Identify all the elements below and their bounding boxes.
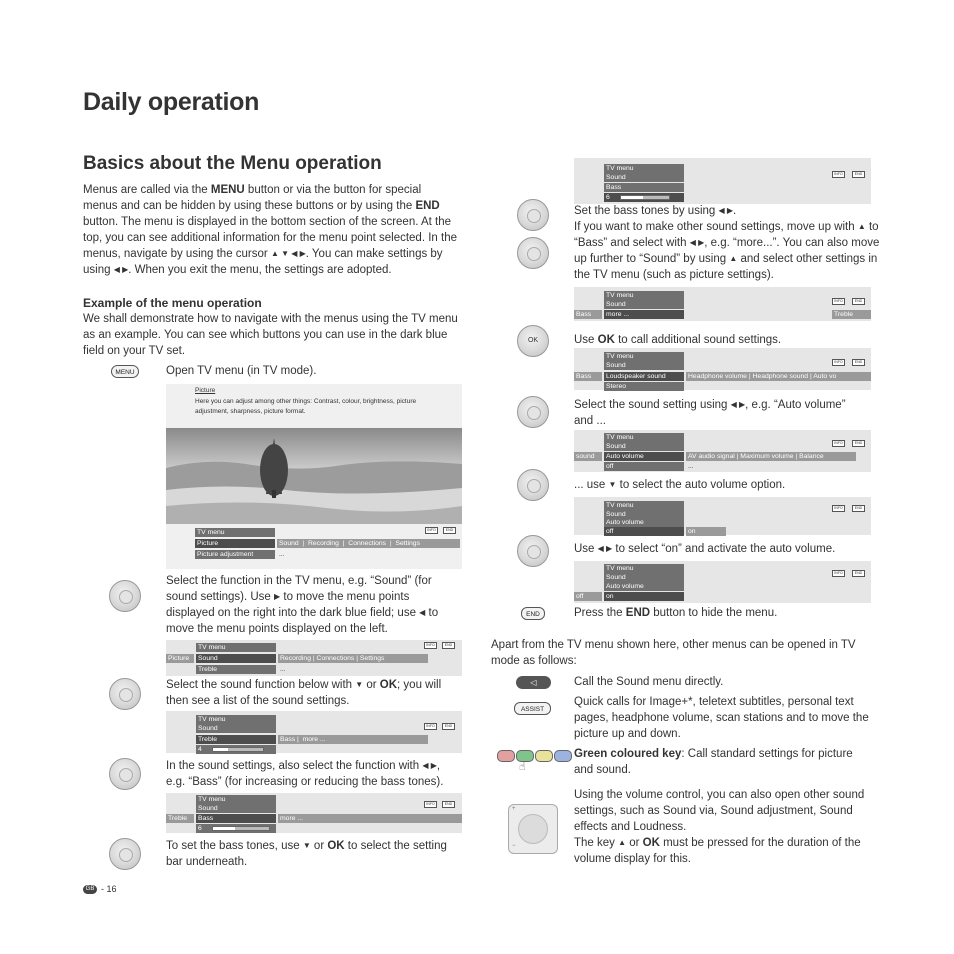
menu-item-sound: Sound xyxy=(604,300,684,309)
menu-title: TV menu xyxy=(604,433,684,442)
menu-options-row: Headphone volume | Headphone sound | Auto vo xyxy=(686,372,871,381)
option-settings: Settings xyxy=(359,655,385,662)
menu-more-dots: ... xyxy=(280,666,286,673)
end-badge: END xyxy=(442,801,455,808)
sound-button[interactable] xyxy=(516,676,551,689)
up-arrow-icon: ▲ xyxy=(618,838,627,847)
tv-screen xyxy=(166,384,462,569)
down-arrow-icon: ▼ xyxy=(355,680,364,689)
menu-item-auto-volume: Auto volume xyxy=(604,452,684,461)
down-arrow-icon: ▼ xyxy=(302,841,311,850)
end-keyword: END xyxy=(625,607,651,619)
menu-options-row: AV audio signal | Maximum volume | Balance xyxy=(686,452,856,461)
end-badge: END xyxy=(852,440,865,447)
step-set-bass-tones xyxy=(574,203,884,283)
yellow-key[interactable] xyxy=(535,750,553,762)
option-headphone-sound: Headphone sound xyxy=(752,373,809,380)
menu-item-sound: Sound xyxy=(196,804,276,813)
menu-item-treble: Treble xyxy=(166,814,194,823)
tv-menu-bar-r3 xyxy=(574,348,871,390)
option-on: on xyxy=(686,527,726,536)
option-settings: Settings xyxy=(395,540,420,547)
ok-button-label: OK xyxy=(527,337,539,344)
menu-item-sound: Sound xyxy=(604,573,684,582)
option-off: off xyxy=(574,592,602,601)
menu-item-sound-lc: sound xyxy=(574,452,602,461)
menu-title: TV menu xyxy=(196,643,276,652)
menu-title: TV menu xyxy=(604,164,684,173)
menu-item-sound: Sound xyxy=(196,724,276,733)
tv-menu-bar-4 xyxy=(166,793,462,833)
step-open-menu: Open TV menu (in TV mode). xyxy=(166,365,317,377)
ok-keyword: OK xyxy=(642,837,660,849)
option-sound: Sound xyxy=(279,540,299,547)
sound-menu-text: Call the Sound menu directly. xyxy=(574,676,724,688)
menu-item-treble: Treble xyxy=(196,665,276,674)
option-av-audio-signal: AV audio signal xyxy=(688,453,735,460)
menu-item-treble: Treble xyxy=(196,735,276,744)
cursor-button[interactable] xyxy=(517,237,549,269)
menu-title: TV menu xyxy=(604,501,684,510)
menu-title: TV menu xyxy=(604,564,684,573)
cursor-button[interactable] xyxy=(517,199,549,231)
cursor-button[interactable] xyxy=(109,678,141,710)
cursor-arrows-icon: ▲ ▼ ◀ ▶ xyxy=(270,249,306,258)
end-badge: END xyxy=(443,527,456,534)
ok-keyword: OK xyxy=(597,334,615,346)
step-set-bass xyxy=(166,838,456,870)
menu-item-sound: Sound xyxy=(604,442,684,451)
tv-menu-bar-3 xyxy=(166,711,462,753)
option-recording: Recording xyxy=(280,655,311,662)
language-badge: GB xyxy=(83,885,97,894)
option-auto-volume: Auto vo xyxy=(813,373,837,380)
red-key[interactable] xyxy=(497,750,515,762)
step-text: In the sound settings, also select the function with xyxy=(166,760,423,772)
step-text: . xyxy=(733,205,737,217)
bass-bar xyxy=(620,195,670,200)
menu-item-picture: Picture xyxy=(166,654,194,663)
left-right-arrows-icon: ◀ ▶ xyxy=(422,761,437,770)
ok-button[interactable] xyxy=(517,325,549,357)
step-text: The key xyxy=(574,837,619,849)
tv-menu-bar-r6 xyxy=(574,561,871,603)
option-more: more ... xyxy=(278,814,462,823)
end-keyword: END xyxy=(415,200,440,212)
right-arrow-icon: ▶ xyxy=(274,592,281,601)
ok-keyword: OK xyxy=(327,840,345,852)
tv-menu-bar-r5 xyxy=(574,497,871,535)
end-button[interactable]: END xyxy=(521,607,545,620)
step-text: and select other settings in the TV menu (such as picture settings). xyxy=(574,253,878,281)
step-text: to call additional sound settings. xyxy=(614,334,782,346)
tv-menu-bar-r4 xyxy=(574,430,871,472)
menu-item-picture: Picture xyxy=(195,539,275,548)
info-badge: INFO xyxy=(832,171,845,178)
example-title: Example of the menu operation xyxy=(83,296,262,310)
option-balance: Balance xyxy=(799,453,824,460)
step-text: Select the function in the TV menu, e.g. “Sound” (for sound settings). Use xyxy=(166,575,432,603)
assist-text: Quick calls for Image+*, teletext subtitles, personal text pages, headphone volume, scan stations and to move the picture up and down. xyxy=(574,696,869,740)
menu-title: TV menu xyxy=(195,528,275,537)
option-more: more ... xyxy=(604,310,684,319)
screen-info-title: Picture xyxy=(195,387,216,394)
option-headphone-volume: Headphone volume xyxy=(688,373,747,380)
info-badge: INFO xyxy=(424,723,437,730)
menu-title: TV menu xyxy=(604,291,684,300)
info-badge: INFO xyxy=(832,570,845,577)
step-text: Select the sound function below with xyxy=(166,679,356,691)
menu-item-bass: Bass xyxy=(574,310,602,319)
step-text: must be pressed for the duration of the volume display for this. xyxy=(574,837,861,865)
intro-text: button. The menu is displayed in the bottom section of the screen. At the top, you can see additional information for the menu point selected. In the menus, navigate by using the cursor xyxy=(83,216,457,260)
step-text: , e.g. “Auto volume” xyxy=(745,399,846,411)
step-text: or xyxy=(626,837,643,849)
menu-item-bass: Bass xyxy=(574,372,602,381)
menu-more-dots: ... xyxy=(279,551,285,558)
step-text: Select the sound setting using xyxy=(574,399,731,411)
info-badge: INFO xyxy=(424,801,437,808)
menu-item-treble: Treble xyxy=(832,310,871,319)
menu-options-row: Recording | Connections | Settings xyxy=(278,654,428,663)
step-text: to “Bass” and select with xyxy=(574,221,879,249)
menu-item-bass: Bass xyxy=(604,183,684,192)
green-key-description: : Call standard settings for picture and sound. xyxy=(574,748,853,776)
screen-info-text: Here you can adjust among other things: Contrast, colour, brightness, picture adjustment, sharpness, picture format. xyxy=(195,398,417,415)
step-text: If you want to make other sound settings, move up with xyxy=(574,221,858,233)
option-more: more ... xyxy=(302,736,326,743)
cursor-button[interactable] xyxy=(517,469,549,501)
menu-item-sound: Sound xyxy=(604,510,684,519)
info-badge: INFO xyxy=(832,440,845,447)
other-menus-intro: Apart from the TV menu shown here, other menus can be opened in TV mode as follows: xyxy=(491,639,856,667)
cursor-button[interactable] xyxy=(109,580,141,612)
end-badge: END xyxy=(442,642,455,649)
step-text: Press the xyxy=(574,607,626,619)
end-badge: END xyxy=(852,570,865,577)
auto-volume-value: on xyxy=(604,592,684,601)
tv-menu-bar-r2 xyxy=(574,287,871,321)
end-badge: END xyxy=(442,723,455,730)
option-connections: Connections xyxy=(348,540,387,547)
green-key-label: Green coloured key xyxy=(574,748,682,760)
ok-keyword: OK xyxy=(379,679,398,691)
left-right-arrows-icon: ◀ ▶ xyxy=(113,265,129,274)
page-number: - 16 xyxy=(101,884,117,894)
step-text: button to hide the menu. xyxy=(650,607,778,619)
bass-bar xyxy=(212,826,270,831)
menu-more-dots: ... xyxy=(688,463,694,470)
cursor-button[interactable] xyxy=(517,396,549,428)
left-right-arrows-icon: ◀ ▶ xyxy=(689,238,705,247)
option-maximum-volume: Maximum volume xyxy=(740,453,794,460)
step-text: to select “on” and activate the auto volume. xyxy=(612,543,836,555)
menu-title: TV menu xyxy=(604,352,684,361)
end-badge: END xyxy=(852,359,865,366)
menu-item-stereo: Stereo xyxy=(604,382,684,391)
plus-icon: + xyxy=(512,806,516,812)
step-call-sound-settings xyxy=(574,332,781,348)
step-text: , e.g. “Bass” (for increasing or reducing the bass tones). xyxy=(166,760,444,788)
menu-item-loudspeaker-sound: Loudspeaker sound xyxy=(604,372,684,381)
step-text: Use xyxy=(574,334,598,346)
intro-text: . You can make settings by using xyxy=(83,248,443,276)
left-right-arrows-icon: ◀ ▶ xyxy=(718,206,734,215)
up-arrow-icon: ▲ xyxy=(729,254,738,263)
auto-volume-value: off xyxy=(604,527,684,536)
end-badge: END xyxy=(852,171,865,178)
intro-paragraph xyxy=(83,182,458,278)
info-badge: INFO xyxy=(832,359,845,366)
example-text: We shall demonstrate how to navigate with the menus using the TV menu as an example. You can see which buttons you can use in the dark blue field on your TV set. xyxy=(83,313,458,357)
step-hide-menu xyxy=(574,605,777,621)
menu-item-auto-volume: Auto volume xyxy=(604,582,684,591)
green-key-text xyxy=(574,746,874,778)
bass-value: 6 xyxy=(196,824,276,833)
option-connections: Connections xyxy=(316,655,355,662)
menu-item-sound: Sound xyxy=(196,654,276,663)
menu-item-bass: Bass xyxy=(196,814,276,823)
option-recording: Recording xyxy=(307,540,339,547)
step-text: to select the setting bar underneath. xyxy=(166,840,447,868)
up-arrow-icon: ▲ xyxy=(857,222,866,231)
speaker-icon: ◁ xyxy=(530,678,537,687)
end-badge: END xyxy=(852,505,865,512)
page-title: Daily operation xyxy=(83,88,260,116)
volume-control[interactable] xyxy=(508,804,558,854)
bass-value: 6 xyxy=(604,193,684,202)
volume-control-text xyxy=(574,787,882,867)
intro-text: Menus are called via the xyxy=(83,184,211,196)
step-text: or xyxy=(310,840,328,852)
menu-title: TV menu xyxy=(196,715,276,724)
step-text: to move the menu points displayed on the left. xyxy=(166,607,439,635)
menu-item-sound: Sound xyxy=(604,173,684,182)
info-badge: INFO xyxy=(832,505,845,512)
left-right-arrows-icon: ◀ ▶ xyxy=(730,400,746,409)
treble-bar xyxy=(212,747,264,752)
menu-button[interactable]: MENU xyxy=(111,365,139,378)
volume-wheel-icon xyxy=(518,814,548,844)
step-select-bass xyxy=(166,758,461,790)
minus-icon: − xyxy=(512,843,516,849)
step-text: and ... xyxy=(574,415,606,427)
menu-item-picture-adjustment: Picture adjustment xyxy=(195,550,275,559)
info-badge: INFO xyxy=(832,298,845,305)
treble-value: 4 xyxy=(198,746,202,753)
tv-menu-bar-1 xyxy=(195,525,460,569)
finger-press-icon: ☝ xyxy=(519,761,526,773)
step-text: ... use xyxy=(574,479,609,491)
assist-button[interactable]: ASSIST xyxy=(514,702,551,715)
tv-menu-bar-r1 xyxy=(574,158,871,204)
info-badge: INFO xyxy=(425,527,438,534)
cursor-button[interactable] xyxy=(109,838,141,870)
step-text: , e.g. “more...”. You can also move up further to “Sound” by using xyxy=(574,237,880,265)
step-select-sound xyxy=(166,677,456,709)
step-select-sound-setting xyxy=(574,397,874,429)
cursor-button[interactable] xyxy=(517,535,549,567)
step-text: to move the menu points displayed on the right into the dark blue field; use xyxy=(166,591,420,619)
step-text: Set the bass tones by using xyxy=(574,205,719,217)
step-activate-auto-volume xyxy=(574,541,835,557)
volume-description: Using the volume control, you can also open other sound settings, such as Sound via, Sound adjustment, Sound effects and Loudness. xyxy=(574,789,865,833)
menu-options-row: Sound | Recording | Connections | Settings xyxy=(277,539,460,548)
menu-item-auto-volume: Auto volume xyxy=(604,518,684,527)
landscape-photo xyxy=(166,428,462,524)
step-text: ; you will then see a list of the sound settings. xyxy=(166,679,442,707)
step-text: To set the bass tones, use xyxy=(166,840,303,852)
step-select-auto-volume xyxy=(574,477,785,493)
option-bass: Bass xyxy=(280,736,296,743)
menu-title: TV menu xyxy=(196,795,276,804)
section-title: Basics about the Menu operation xyxy=(83,153,382,174)
end-badge: END xyxy=(852,298,865,305)
menu-item-sound: Sound xyxy=(604,361,684,370)
step-text: or xyxy=(363,679,380,691)
menu-options-row: Bass | more ... xyxy=(278,735,428,744)
down-arrow-icon: ▼ xyxy=(608,480,617,489)
step-select-function xyxy=(166,573,456,637)
step-text: to select the auto volume option. xyxy=(616,479,786,491)
intro-text: . When you exit the menu, the settings are adopted. xyxy=(128,264,392,276)
left-arrow-icon: ◀ xyxy=(419,608,426,617)
tv-menu-bar-2 xyxy=(166,640,462,676)
blue-key[interactable] xyxy=(554,750,572,762)
step-text: Use xyxy=(574,543,598,555)
auto-volume-value: off xyxy=(604,462,684,471)
intro-text: button or via the button for special menus and can be hidden by using these buttons or by using the xyxy=(83,184,422,212)
info-badge: INFO xyxy=(424,642,437,649)
menu-keyword: MENU xyxy=(210,184,245,196)
cursor-button[interactable] xyxy=(109,758,141,790)
left-right-arrows-icon: ◀ ▶ xyxy=(597,544,613,553)
